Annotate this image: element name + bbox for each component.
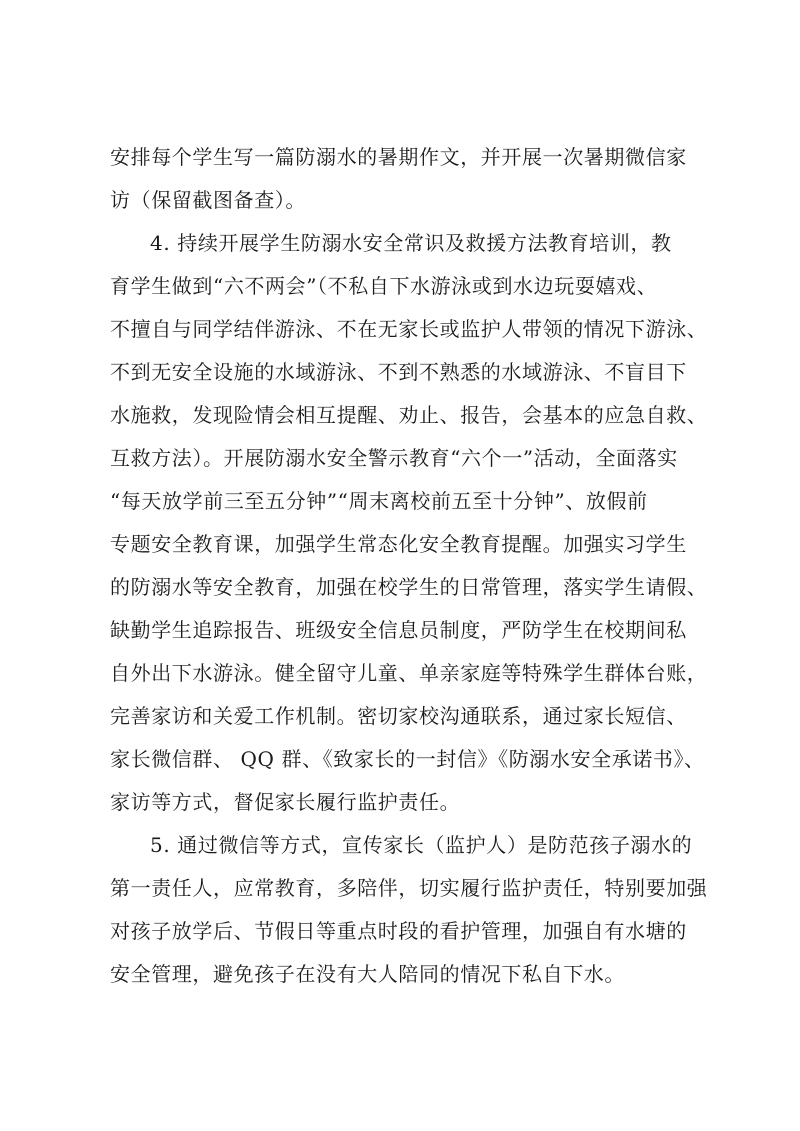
text-line: 不到无安全设施的水域游泳、不到不熟悉的水域游泳、不盲目下	[110, 360, 687, 384]
text-line: 对孩子放学后、节假日等重点时段的看护管理，加强自有水塘的	[110, 919, 687, 943]
text-line: 专题安全教育课，加强学生常态化安全教育提醒。加强实习学生	[110, 532, 687, 556]
text-line: 第一责任人，应常教育，多陪伴，切实履行监护责任，特别要加强	[110, 876, 708, 900]
text-line: 家访等方式，督促家长履行监护责任。	[110, 790, 461, 814]
text-line: 家长微信群、 QQ 群、《致家长的一封信》《防溺水安全承诺书》、	[110, 747, 705, 771]
text-line: 不擅自与同学结伴游泳、不在无家长或监护人带领的情况下游泳、	[110, 317, 708, 341]
text-line: 互救方法）。开展防溺水安全警示教育“六个一”活动，全面落实	[110, 446, 678, 470]
text-line: 自外出下水游泳。健全留守儿童、单亲家庭等特殊学生群体台账，	[110, 661, 708, 685]
text-line: 安全管理，避免孩子在没有大人陪同的情况下私自下水。	[110, 962, 625, 986]
text-line: 育学生做到“六不两会”（不私自下水游泳或到水边玩耍嬉戏、	[110, 274, 658, 298]
text-line: 完善家访和关爱工作机制。密切家校沟通联系，通过家长短信、	[110, 704, 687, 728]
text-line: 缺勤学生追踪报告、班级安全信息员制度，严防学生在校期间私	[110, 618, 687, 642]
text-line: 的防溺水等安全教育，加强在校学生的日常管理，落实学生请假、	[110, 575, 708, 599]
document-body	[110, 136, 710, 996]
paragraph-start-line: 5. 通过微信等方式，宣传家长（监护人）是防范孩子溺水的	[150, 833, 693, 857]
text-line: 安排每个学生写一篇防溺水的暑期作文，并开展一次暑期微信家	[110, 145, 687, 169]
text-line: “每天放学前三至五分钟”“周末离校前五至十分钟”、放假前	[110, 489, 648, 513]
text-line: 访（保留截图备查）。	[110, 188, 306, 212]
paragraph-start-line: 4. 持续开展学生防溺水安全常识及救援方法教育培训，教	[150, 231, 672, 255]
text-line: 水施救，发现险情会相互提醒、劝止、报告，会基本的应急自救、	[110, 403, 708, 427]
